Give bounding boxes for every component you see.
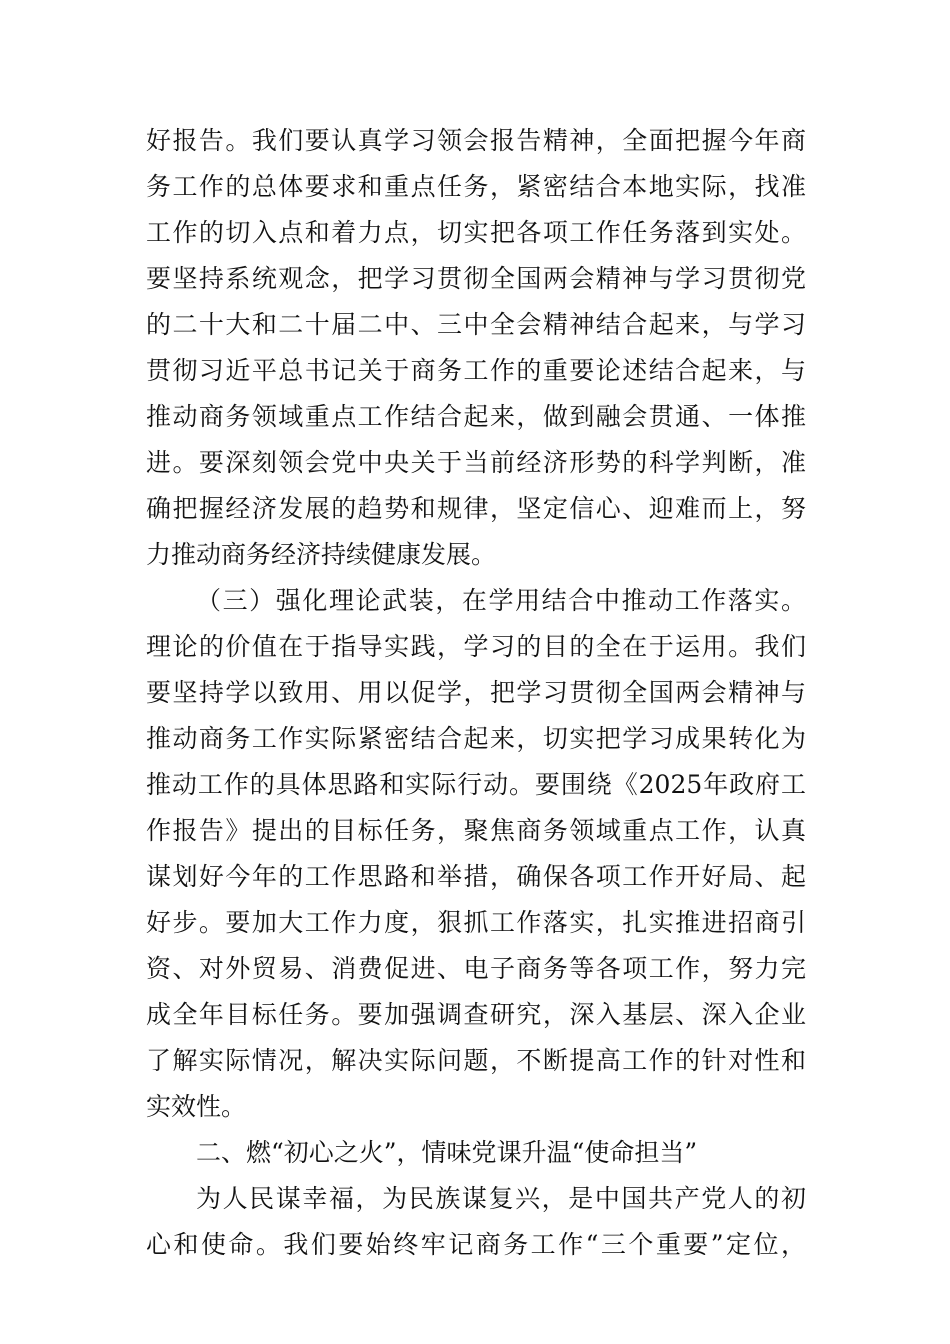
text-line-8: 进。要深刻领会党中央关于当前经济形势的科学判断，准 — [146, 448, 806, 477]
text-line-20: 成全年目标任务。要加强调查研究，深入基层、深入企业 — [146, 1000, 806, 1029]
text-line-17: 谋划好今年的工作思路和举措，确保各项工作开好局、起 — [146, 862, 806, 891]
text-line-10: 力推动商务经济持续健康发展。 — [146, 540, 497, 569]
text-line-1: 好报告。我们要认真学习领会报告精神，全面把握今年商 — [146, 126, 806, 155]
text-line-18: 好步。要加大工作力度，狠抓工作落实，扎实推进招商引 — [146, 908, 806, 937]
text-line-3: 工作的切入点和着力点，切实把各项工作任务落到实处。 — [146, 218, 806, 247]
text-line-7: 推动商务领域重点工作结合起来，做到融会贯通、一体推 — [146, 402, 806, 431]
section-heading-three: （三）强化理论武装，在学用结合中推动工作落实。 — [196, 586, 806, 615]
text-line-13: 要坚持学以致用、用以促学，把学习贯彻全国两会精神与 — [146, 678, 806, 707]
text-line-5: 的二十大和二十届二中、三中全会精神结合起来，与学习 — [146, 310, 806, 339]
text-line-14: 推动商务工作实际紧密结合起来，切实把学习成果转化为 — [146, 724, 806, 753]
section-heading-two: 二、燃“初心之火”，情味党课升温“使命担当” — [196, 1138, 698, 1167]
text-line-6: 贯彻习近平总书记关于商务工作的重要论述结合起来，与 — [146, 356, 806, 385]
text-line-16: 作报告》提出的目标任务，聚焦商务领域重点工作，认真 — [146, 816, 806, 845]
text-line-15: 推动工作的具体思路和实际行动。要围绕《2025年政府工 — [146, 770, 806, 799]
text-line-19: 资、对外贸易、消费促进、电子商务等各项工作，努力完 — [146, 954, 806, 983]
text-line-25: 心和使命。我们要始终牢记商务工作“三个重要”定位， — [146, 1230, 806, 1259]
text-line-2: 务工作的总体要求和重点任务，紧密结合本地实际，找准 — [146, 172, 806, 201]
text-line-9: 确把握经济发展的趋势和规律，坚定信心、迎难而上，努 — [146, 494, 806, 523]
text-line-4: 要坚持系统观念，把学习贯彻全国两会精神与学习贯彻党 — [146, 264, 806, 293]
text-line-24: 为人民谋幸福，为民族谋复兴，是中国共产党人的初 — [196, 1184, 806, 1213]
text-line-12: 理论的价值在于指导实践，学习的目的全在于运用。我们 — [146, 632, 806, 661]
text-line-21: 了解实际情况，解决实际问题，不断提高工作的针对性和 — [146, 1046, 806, 1075]
text-line-22: 实效性。 — [146, 1092, 247, 1121]
